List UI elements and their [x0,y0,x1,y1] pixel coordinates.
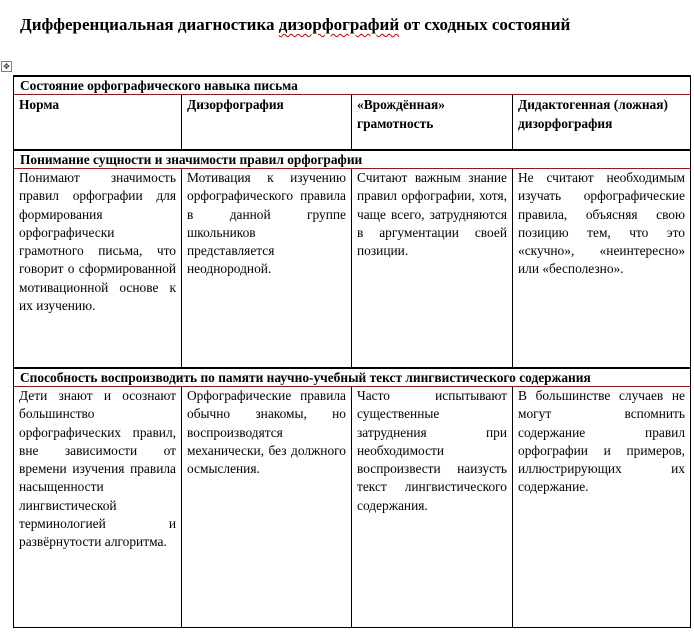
section-state: Состояние орфографического навыка письма [14,76,691,95]
understanding-dysorthography-cell: Мотивация к изучению орфографического правила в данной группе школьников представляется неоднородной. [182,169,352,369]
header-innate-literacy: «Врождённая» грамотность [352,95,513,151]
table-move-handle-icon[interactable]: ✥ [1,61,12,72]
reproduction-dysorthography-cell: Орфографические правила обычно знакомы, но воспроизводятся механически, без должного осмысления. [182,387,352,628]
understanding-didactogenic-cell: Не считают необходимым изучать орфографические правила, объясняя свою позицию тем, что это «скучно», «неинтересно» или «бесполезно». [513,169,691,369]
table-row-understanding [14,169,691,369]
diagnosis-table [13,75,691,628]
understanding-innate-cell: Считают важным знание правил орфографии, хотя, чаще всего, затрудняются в аргументации своей позиции. [352,169,513,369]
title-part-2: от сходных состояний [399,15,571,34]
reproduction-innate-cell: Часто испытывают существенные затруднения при необходимости воспроизвести наизусть текст лингвистического содержания. [352,387,513,628]
title-misspelled-word[interactable]: дизорфографий [278,15,400,34]
understanding-norm-cell: Понимают значимость правил орфографии для формирования орфографически грамотного письма, что говорит о сформированной мотивационной основе к их изучению. [14,169,182,369]
title-part-1: Дифференциальная диагностика [20,15,279,34]
reproduction-norm-cell: Дети знают и осознают большинство орфографических правил, вне зависимости от времени изучения правила насыщенности лингвистической терминологией и развёрнутости алгоритма. [14,387,182,628]
header-norm: Норма [14,95,182,151]
table-row-reproduction [14,387,691,628]
section-row-understanding [14,150,691,169]
document-title [20,10,644,39]
header-row [14,95,691,151]
section-reproduction: Способность воспроизводить по памяти научно-учебный текст лингвистического содержания [14,368,691,387]
reproduction-didactogenic-cell: В большинстве случаев не могут вспомнить содержание правил орфографии и примеров, иллюстрирующих их содержание. [513,387,691,628]
header-didactogenic: Дидактогенная (ложная) дизорфография [513,95,691,151]
section-understanding: Понимание сущности и значимости правил орфографии [14,150,691,169]
section-row-reproduction [14,368,691,387]
header-dysorthography: Дизорфография [182,95,352,151]
section-row-state [14,76,691,95]
